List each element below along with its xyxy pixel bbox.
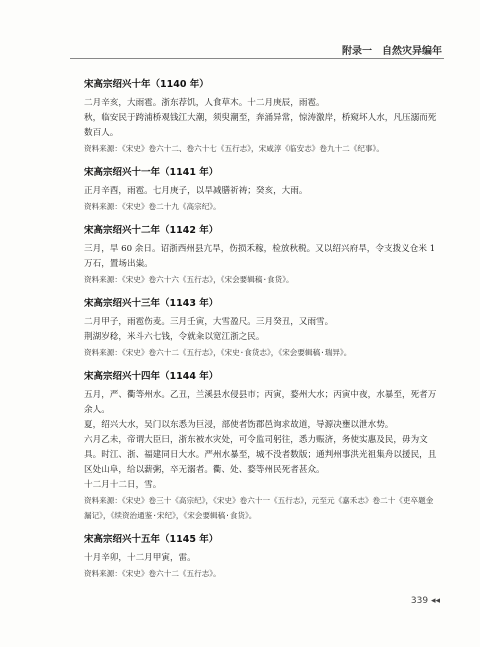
- entry-paragraph: 十二月十二日，雪。: [84, 480, 162, 490]
- entry-paragraph: 二月辛亥，大雨雹。浙东荐饥，人食草木。十二月庚辰，雨雹。: [84, 98, 325, 108]
- section-title: 宋高宗绍兴十五年（1145 年）: [84, 534, 219, 545]
- section-title: 宋高宗绍兴十年（1140 年）: [84, 79, 209, 90]
- source-note: 资料来源：《宋史》卷三十《高宗纪》，《宋史》卷六十一《五行志》，元至元《嘉禾志》卷二十《吏卒题金漏记》，《续资治通鉴·宋纪》，《宋会要辑稿·食货》。: [84, 496, 434, 520]
- page-number: 339 ◂◂: [410, 596, 440, 606]
- source-note: 资料来源：《宋史》卷六十二《五行志》，《宋史·食货志》，《宋会要辑稿·瑞异》。: [84, 348, 352, 357]
- entry-paragraph: 秋，临安民于跨浦桥观钱江大潮，须臾潮至，奔涌异常，惊涛激岸，桥窥坏人水，凡压溺而死数百人。: [84, 113, 437, 138]
- running-head: 附录一 自然灾异编年: [342, 46, 442, 57]
- entry-paragraph: 夏，绍兴大水，吴门以东悉为巨浸，部使者饬郡邑询求故道，导源决壅以泄水势。: [84, 420, 394, 430]
- entry-paragraph: 二月甲子，雨雹伤麦。三月壬寅，大雪盈尺。三月癸丑，又雨雪。: [84, 317, 334, 327]
- year-section: [84, 368, 440, 523]
- year-section: [84, 222, 440, 287]
- source-note: 资料来源：《宋史》卷六十六《五行志》，《宋会要辑稿·食货》。: [84, 275, 294, 284]
- source-note: 资料来源：《宋史》卷二十九《高宗纪》。: [84, 202, 221, 211]
- entry-paragraph: 十月辛卯，十二月甲寅，雷。: [84, 553, 196, 563]
- section-title: 宋高宗绍兴十一年（1141 年）: [84, 167, 219, 178]
- section-title: 宋高宗绍兴十三年（1143 年）: [84, 298, 219, 309]
- source-note: 资料来源：《宋史》卷六十二《五行志》。: [84, 569, 221, 578]
- entry-paragraph: 六月乙未，帝谓大臣曰，浙东被水灾处，可令监司躬往，悉力赈济，务使实惠及民，毋为文具。时江、浙、福建同日大水。严州水暴至，城不没者数版；通判州事洪光祖集舟以援民，且区处山阜，给以薪粥，卒无溺者。衢、处、婺等州民死者甚众。: [84, 435, 437, 475]
- header-rule: [70, 58, 444, 59]
- year-section: [84, 295, 440, 360]
- section-title: 宋高宗绍兴十四年（1144 年）: [84, 371, 219, 382]
- year-section: [84, 76, 440, 156]
- entry-paragraph: 三月，旱 60 余日。诏浙西州县亢旱，伤损禾稼，检放秋税。又以绍兴府旱，令支拨义仓米 1 万石，置场出粜。: [84, 244, 436, 269]
- source-note: 资料来源：《宋史》卷六十二、卷六十七《五行志》，宋咸淳《临安志》卷九十二《纪事》。: [84, 144, 384, 153]
- entry-paragraph: 五月，严、衢等州水。乙丑，兰溪县水侵县市；丙寅，婺州大水；丙寅中夜，水暴至，死者万余人。: [84, 390, 437, 415]
- entry-paragraph: 正月辛酉，雨雹。七月庚子，以旱减膳祈祷；癸亥，大雨。: [84, 186, 308, 196]
- section-title: 宋高宗绍兴十二年（1142 年）: [84, 225, 219, 236]
- year-section: [84, 531, 440, 581]
- entry-paragraph: 荆湖岁稔，米斗六七钱，令就籴以宽江浙之民。: [84, 332, 265, 342]
- year-section: [84, 164, 440, 214]
- page-content: [84, 72, 440, 589]
